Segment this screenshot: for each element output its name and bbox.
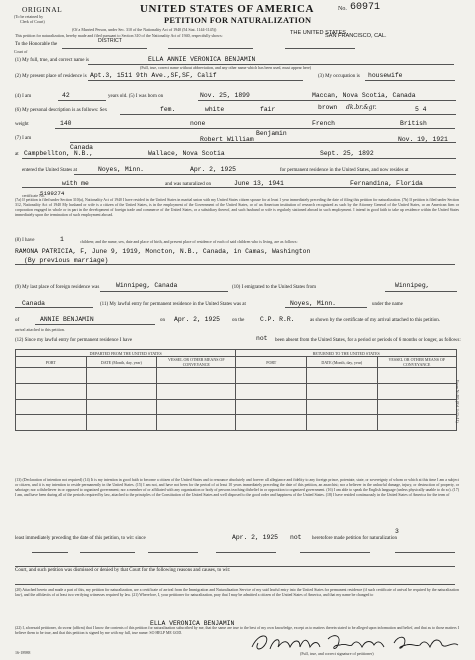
field-19-label: least immediately preceding the date of this petition, to wit: since	[15, 536, 146, 541]
court-line-note: Court of	[14, 49, 28, 54]
field-9-value: Winnipeg, Canada	[116, 282, 178, 289]
petitioner-typed-name: ELLA VERONICA BENJAMIN	[150, 620, 235, 627]
field-5-label: years old. (5) I was born on	[108, 94, 164, 99]
field-10-label: (10) I emigrated to the United States from	[232, 285, 317, 290]
oath-text: (22) I, aforesaid petitioner, do swear (affirm) that I know the contents of this petition for naturalization subscribed by me, that the same are true to the best of my own knowledge, except as to matters therein stated to be alleged upon information and belief, and that as to those matters I believe them to be true, and that this petition is signed by me with my full, true name: SO HELP ME GOD.	[15, 626, 459, 635]
field-12-label: (12) Since my lawful entry for permanent residence I have	[15, 338, 133, 343]
field-19-suffix: heretofore made petition for naturalization	[312, 536, 397, 541]
header-filed-line: This petition for naturalization, hereby made and filed pursuant to Section 310 of the Nationality Act of 1940, respectfully shows:	[15, 33, 223, 38]
field-7-spouse-birthplace: Wallace, Nova Scotia	[148, 150, 225, 157]
col-port-2: PORT	[236, 357, 307, 368]
court-line-label: To the Honorable the	[15, 42, 58, 47]
table-row	[16, 415, 457, 431]
field-2-label: (2) My present place of residence is	[15, 74, 87, 79]
retained-note-2: Clerk of Court)	[20, 19, 45, 24]
field-7-place: Campbellton, N.B.,	[24, 150, 94, 157]
signature-caption: (Full, true, and correct signature of petitioner)	[300, 651, 374, 656]
field-19-not: not	[290, 534, 302, 541]
field-6-marks: none	[190, 120, 206, 127]
field-6-nationality: British	[400, 120, 427, 127]
field-3-value: housewife	[368, 72, 403, 79]
field-7-resides: with me	[62, 180, 89, 187]
field-7-naturalized-label: and was naturalized on	[165, 182, 211, 187]
col-date-2: DATE (Month, day, year)	[307, 357, 378, 368]
field-7-entered-place: Noyes, Minn.	[98, 166, 145, 173]
departed-header: DEPARTED FROM THE UNITED STATES	[16, 350, 236, 357]
trips-table	[15, 349, 457, 431]
field-18-years: 3	[395, 528, 399, 535]
field-11-on-label: on	[160, 318, 165, 323]
field-8-count: 1	[60, 236, 64, 243]
court-type: THE UNITED STATES	[290, 30, 347, 36]
field-12-suffix: been absent from the United States, for a period or periods of 6 months or longer, as follows:	[275, 338, 461, 343]
field-11-record-label: as shown by the certificate of my arrival attached to this petition.	[310, 318, 440, 323]
clauses-13-17: (13) (Declaration of intention not required) (14) It is my intention in good faith to become a citizen of the United States and to renounce absolutely and forever all allegiance and fidelity to any foreign prince, potentate, state, or sovereignty of whom or which at this time I am a subject or citizen, and it is my intention to reside permanently in the United States. (15) I am not, and have not been for the period of at least 10 years immediately preceding the date of this petition, an anarchist; nor a believer in the unlawful damage, injury, or destruction of property, or sabotage; nor a disbeliever in or opposed to organized government; nor a member of or affiliated with any organization or body of persons teaching disbelief in or opposition to organized government. (16) I am able to speak the English language (unless physically unable to do so). (17) I am, and have been during all of the periods required by law, attached to the principles of the Constitution of the United States and well disposed to the good order and happiness of the United States. (18) I have resided continuously in the United States of America for the term of	[15, 478, 459, 497]
field-7-at-label: at	[15, 152, 19, 157]
court-district: DISTRICT	[98, 38, 122, 44]
document-title: UNITED STATES OF AMERICA	[140, 3, 315, 15]
field-11-date: Apr. 2, 1925	[174, 316, 221, 323]
field-10-country: Canada	[22, 300, 46, 307]
col-port: PORT	[16, 357, 87, 368]
petition-number: 60971	[350, 2, 381, 13]
court-city: SAN FRANCISCO, CAL.	[325, 33, 387, 39]
field-6-label: (6) My personal description is as follows: Sex	[15, 108, 108, 113]
field-12-value: not	[256, 335, 268, 342]
field-11-label: (11) My lawful entry for permanent residence in the United States was at	[100, 302, 246, 307]
field-8-note: children; and the name, sex, date and place of birth, and present place of residence of each of said children who is living, are as follows:	[80, 239, 298, 244]
field-7-country: Canada	[70, 144, 94, 151]
field-1-label: (1) My full, true, and correct name is	[15, 58, 90, 63]
field-11-vessel: C.P. R.R.	[260, 316, 295, 323]
field-7-entered-date: Apr. 2, 1925	[190, 166, 237, 173]
document-subtitle: PETITION FOR NATURALIZATION	[164, 16, 312, 25]
retained-note-1: (To be retained by	[14, 14, 44, 19]
field-6-race: French	[312, 120, 336, 127]
clause-20: (20) Attached hereto and made a part of this, my petition for naturalization, are a certificate of arrival from the Immigration and Naturalization Service of my said lawful entry into the United States for permanent residence (if such certificate of arrival be required by the naturalization law), and the affidavits of at least two verifying witnesses required by law. (21) Wherefore, I, your petitioner for naturalization, pray that I may be admitted a citizen of the United States of America, and that my name be changed to	[15, 588, 459, 597]
field-1-value: ELLA ANNIE VERONICA BENJAMIN	[148, 56, 256, 63]
field-8-child-1: RAMONA PATRICIA, F, June 9, 1919, Moncton, N.B., Canada, in Camas, Washington	[15, 248, 311, 255]
field-6-height: 5 4	[415, 106, 427, 113]
field-7-label: (7) I am	[15, 136, 32, 141]
field-6-weight-label: weight	[15, 122, 29, 127]
field-11-vessel-label: on the	[232, 318, 245, 323]
header-act-reference: (Of a Married Person, under Sec. 310 of the Nationality Act of 1940 (54 Stat. 1144-1145))	[72, 27, 217, 32]
field-5-date: Nov. 25, 1899	[200, 92, 250, 99]
field-11-place: Noyes, Minn.	[290, 300, 337, 307]
field-6-eyes: brown	[318, 104, 338, 111]
field-8-label: (8) I have	[15, 238, 35, 243]
field-5-place: Maccan, Nova Scotia, Canada	[312, 92, 416, 99]
field-11-record-note: arrival attached to this petition.	[15, 327, 65, 332]
field-7-spouse-birthdate: Sept. 25, 1892	[320, 150, 374, 157]
field-4-value: 42	[62, 92, 70, 99]
field-11-name-label: under the name	[372, 302, 403, 307]
certificate-number: 5199274	[40, 190, 65, 197]
field-3-label: (3) My occupation is	[318, 74, 360, 79]
field-19-date: Apr. 2, 1925	[232, 534, 279, 541]
form-print-code: 16-18988	[15, 650, 31, 655]
field-7-entered-note: for permanent residence in the United States, and now resides at	[280, 168, 409, 173]
table-row	[16, 383, 457, 399]
certificate-label: certificate No.	[22, 193, 45, 198]
col-vessel-2: VESSEL OR OTHER MEANS OF CONVEYANCE	[377, 357, 456, 368]
field-11-name-prefix: of	[15, 318, 20, 323]
field-7-surname: Benjamin	[256, 130, 287, 137]
field-7-naturalized-date: June 13, 1941	[234, 180, 284, 187]
field-6-sex: fem.	[160, 106, 176, 113]
side-form-code: Form N-405 (Ed. 2-15-41)	[455, 380, 460, 423]
returned-header: RETURNED TO THE UNITED STATES	[236, 350, 457, 357]
field-6-weight: 140	[60, 120, 72, 127]
table-row	[16, 399, 457, 415]
field-7-date: Nov. 19, 1921	[398, 136, 448, 143]
field-7-entered-label: entered the United States at	[22, 168, 77, 173]
field-2-value: Apt.3, 1511 9th Ave.,SF,SF, Calif	[90, 72, 217, 79]
field-4-label: (4) I am	[15, 94, 32, 99]
field-7-naturalized-place: Fernandina, Florida	[350, 180, 423, 187]
field-9-label: (9) My last place of foreign residence was	[15, 285, 100, 290]
original-label: ORIGINAL	[22, 5, 63, 14]
col-date: DATE (Month, day, year)	[86, 357, 157, 368]
field-6-complexion: fair	[260, 106, 276, 113]
table-row	[16, 368, 457, 384]
field-10-value: Winnipeg,	[395, 282, 430, 289]
field-7-spouse: Robert William	[200, 136, 254, 143]
petition-number-label: No.	[338, 6, 347, 12]
field-1-note: (Full, true, correct name without abbreviation, and any other name which has been used, must appear here)	[140, 65, 312, 70]
field-6-hair: dk.br.&gr.	[346, 104, 377, 111]
field-6-color: white	[205, 106, 225, 113]
field-8-child-1-note: (By previous marriage)	[24, 257, 109, 264]
statute-notes: (7a) If petition is filed under Section 310(a), Nationality Act of 1940 I have resided in the United States in marital union with my United States citizen spouse for at least 1 year immediately preceding the date of filing this petition for naturalization. (7b) If petition is filed under Section 312, Nationality Act of 1940 My husband or wife is a citizen of the United States, is in the employment of the Government of the United States, or of an American institution of research recognized as such by the Attorney General of the United States, or an American firm or corporation engaged in whole or in part in the development of foreign trade and commerce of the United States, or a subsidiary thereof, and such husband or wife is regularly stationed abroad in such employment. I intend in good faith to take up residence within the United States immediately upon the termination of such employment abroad.	[15, 198, 459, 217]
col-vessel: VESSEL OR OTHER MEANS OF CONVEYANCE	[157, 357, 236, 368]
field-11-name: ANNIE BENJAMIN	[40, 316, 94, 323]
court-dismissal-line: Court, and such petition was dismissed or denied by that Court for the following reasons and causes, to wit:	[15, 568, 231, 573]
